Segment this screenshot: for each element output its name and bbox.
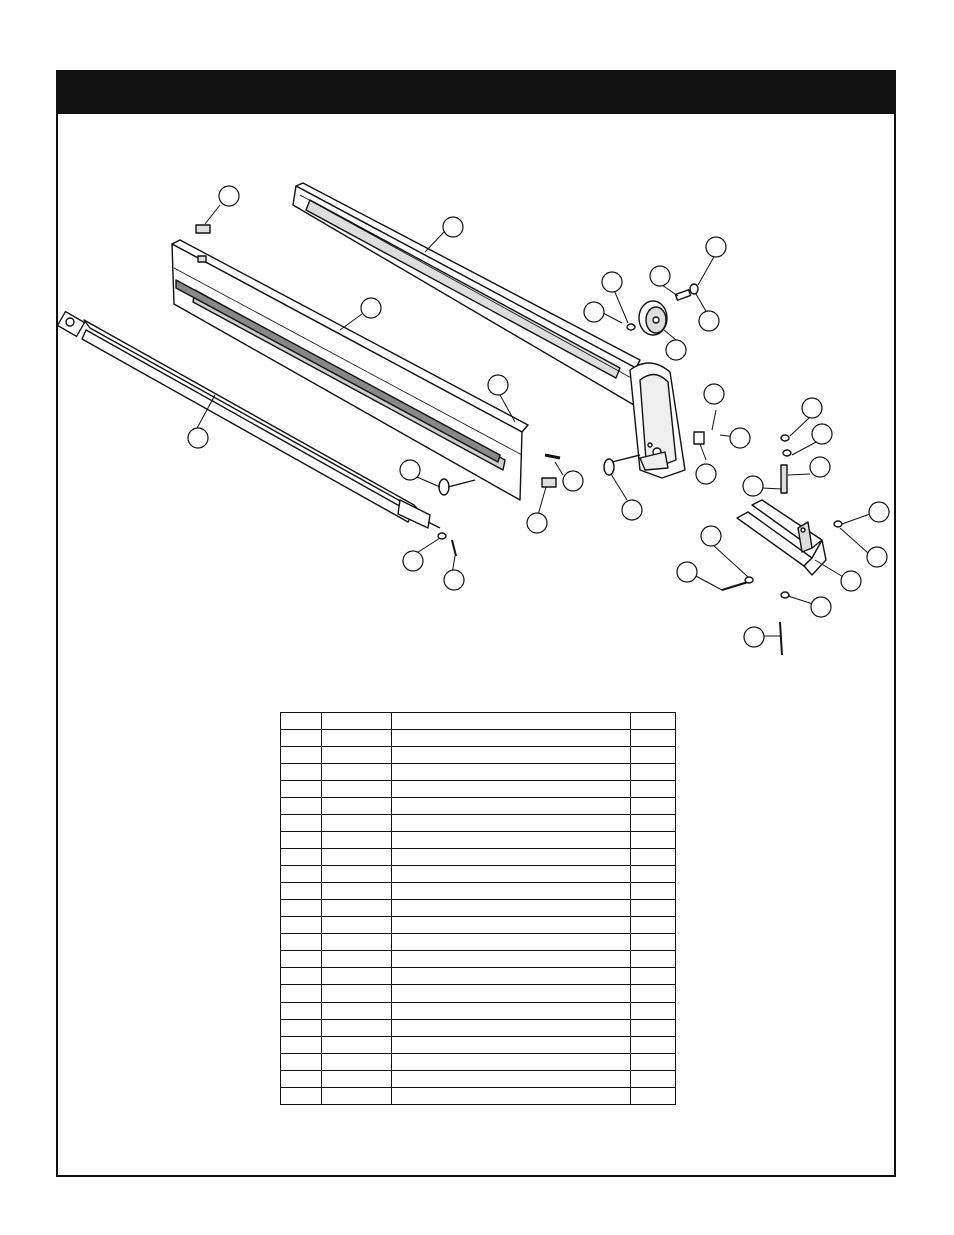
table-cell bbox=[322, 883, 392, 900]
callout-bubble bbox=[563, 471, 583, 491]
table-cell bbox=[392, 900, 631, 917]
table-cell bbox=[631, 781, 676, 798]
table-cell bbox=[631, 832, 676, 849]
callout-bubble bbox=[361, 298, 381, 318]
table-cell bbox=[392, 985, 631, 1002]
callout-bubble bbox=[584, 302, 604, 322]
callout-bubble bbox=[699, 311, 719, 331]
callout-bubble bbox=[622, 500, 642, 520]
callout-bubble bbox=[867, 547, 887, 567]
bottom-bracket bbox=[737, 500, 826, 575]
callout-bubble bbox=[400, 460, 420, 480]
callout-bubble bbox=[444, 570, 464, 590]
header-cell bbox=[281, 713, 322, 730]
table-cell bbox=[281, 1053, 322, 1070]
callout-bubble bbox=[744, 627, 764, 647]
table-cell bbox=[322, 968, 392, 985]
table-row bbox=[281, 1053, 676, 1070]
table-cell bbox=[392, 934, 631, 951]
table-row bbox=[281, 747, 676, 764]
table-cell bbox=[392, 781, 631, 798]
callout-bubble bbox=[403, 551, 423, 571]
table-row bbox=[281, 781, 676, 798]
table-cell bbox=[631, 1002, 676, 1019]
table-row bbox=[281, 917, 676, 934]
table-cell bbox=[281, 815, 322, 832]
table-cell bbox=[631, 730, 676, 747]
table-cell bbox=[392, 968, 631, 985]
table-cell bbox=[392, 866, 631, 883]
table-cell bbox=[392, 951, 631, 968]
table-cell bbox=[392, 1002, 631, 1019]
callout-bubble bbox=[743, 476, 763, 496]
table-cell bbox=[392, 730, 631, 747]
table-cell bbox=[281, 883, 322, 900]
callout-bubble bbox=[841, 571, 861, 591]
table-cell bbox=[322, 1002, 392, 1019]
table-cell bbox=[392, 764, 631, 781]
table-cell bbox=[392, 1087, 631, 1104]
table-cell bbox=[281, 917, 322, 934]
table-cell bbox=[631, 1036, 676, 1053]
table-cell bbox=[281, 985, 322, 1002]
pulley-wheel bbox=[639, 301, 667, 335]
table-cell bbox=[281, 1002, 322, 1019]
table-row bbox=[281, 1070, 676, 1087]
table-cell bbox=[392, 849, 631, 866]
table-row bbox=[281, 883, 676, 900]
callout-bubble bbox=[696, 464, 716, 484]
table-cell bbox=[392, 1053, 631, 1070]
table-cell bbox=[631, 866, 676, 883]
table-cell bbox=[392, 1070, 631, 1087]
table-cell bbox=[281, 900, 322, 917]
table-row bbox=[281, 1087, 676, 1104]
table-row bbox=[281, 934, 676, 951]
table-cell bbox=[281, 1019, 322, 1036]
table-cell bbox=[322, 730, 392, 747]
table-cell bbox=[631, 849, 676, 866]
table-cell bbox=[631, 934, 676, 951]
table-cell bbox=[631, 951, 676, 968]
table-cell bbox=[281, 866, 322, 883]
callout-bubble bbox=[701, 526, 721, 546]
table-row bbox=[281, 1002, 676, 1019]
table-cell bbox=[281, 849, 322, 866]
table-cell bbox=[322, 781, 392, 798]
callout-bubble bbox=[812, 424, 832, 444]
callout-bubble bbox=[677, 562, 697, 582]
callout-bubble bbox=[650, 266, 670, 286]
callout-bubble bbox=[666, 340, 686, 360]
table-cell bbox=[631, 764, 676, 781]
table-cell bbox=[631, 815, 676, 832]
callout-bubble bbox=[188, 428, 208, 448]
table-cell bbox=[322, 934, 392, 951]
table-cell bbox=[322, 1053, 392, 1070]
table-row bbox=[281, 951, 676, 968]
table-cell bbox=[281, 781, 322, 798]
table-cell bbox=[631, 1019, 676, 1036]
callout-bubble bbox=[730, 428, 750, 448]
table-cell bbox=[322, 832, 392, 849]
table-cell bbox=[392, 832, 631, 849]
table-cell bbox=[322, 1087, 392, 1104]
table-cell bbox=[631, 1087, 676, 1104]
table-row bbox=[281, 832, 676, 849]
callout-bubble bbox=[443, 217, 463, 237]
table-row bbox=[281, 764, 676, 781]
table-row bbox=[281, 849, 676, 866]
callout-bubble bbox=[704, 384, 724, 404]
table-cell bbox=[322, 951, 392, 968]
table-row bbox=[281, 1036, 676, 1053]
table-cell bbox=[392, 917, 631, 934]
table-cell bbox=[631, 1070, 676, 1087]
table-cell bbox=[631, 1053, 676, 1070]
table-cell bbox=[281, 747, 322, 764]
table-cell bbox=[392, 798, 631, 815]
callout-bubble bbox=[802, 398, 822, 418]
table-cell bbox=[392, 747, 631, 764]
table-row bbox=[281, 798, 676, 815]
table-cell bbox=[631, 917, 676, 934]
table-row bbox=[281, 815, 676, 832]
table-cell bbox=[631, 883, 676, 900]
table-cell bbox=[281, 968, 322, 985]
table-row bbox=[281, 985, 676, 1002]
table-cell bbox=[392, 1036, 631, 1053]
table-cell bbox=[392, 815, 631, 832]
table-cell bbox=[281, 934, 322, 951]
table-cell bbox=[322, 798, 392, 815]
table-cell bbox=[322, 747, 392, 764]
table-cell bbox=[631, 985, 676, 1002]
table-cell bbox=[281, 764, 322, 781]
table-cell bbox=[631, 798, 676, 815]
table-cell bbox=[281, 730, 322, 747]
table-row bbox=[281, 866, 676, 883]
table-cell bbox=[392, 883, 631, 900]
callout-bubble bbox=[527, 513, 547, 533]
table-cell bbox=[322, 815, 392, 832]
callout-bubble bbox=[869, 502, 889, 522]
table-cell bbox=[281, 951, 322, 968]
callout-bubble bbox=[811, 597, 831, 617]
table-cell bbox=[322, 1070, 392, 1087]
table-cell bbox=[281, 832, 322, 849]
callout-bubble bbox=[810, 457, 830, 477]
parts-list-table bbox=[280, 712, 676, 1105]
table-cell bbox=[631, 968, 676, 985]
header-cell bbox=[631, 713, 676, 730]
callout-bubble bbox=[706, 237, 726, 257]
table-cell bbox=[631, 747, 676, 764]
table-cell bbox=[281, 1036, 322, 1053]
table-cell bbox=[322, 866, 392, 883]
callout-bubble bbox=[219, 186, 239, 206]
header-cell bbox=[322, 713, 392, 730]
table-cell bbox=[322, 900, 392, 917]
callout-bubble bbox=[488, 375, 508, 395]
table-row bbox=[281, 1019, 676, 1036]
table-row bbox=[281, 730, 676, 747]
table-cell bbox=[281, 798, 322, 815]
table-cell bbox=[322, 985, 392, 1002]
table-cell bbox=[392, 1019, 631, 1036]
table-cell bbox=[281, 1070, 322, 1087]
table-cell bbox=[322, 1019, 392, 1036]
callout-bubble bbox=[602, 272, 622, 292]
table-cell bbox=[322, 1036, 392, 1053]
parts-table-body bbox=[281, 730, 676, 1105]
table-row bbox=[281, 968, 676, 985]
table-cell bbox=[281, 1087, 322, 1104]
table-cell bbox=[631, 900, 676, 917]
table-cell bbox=[322, 849, 392, 866]
table-row bbox=[281, 900, 676, 917]
header-cell bbox=[392, 713, 631, 730]
table-cell bbox=[322, 917, 392, 934]
table-cell bbox=[322, 764, 392, 781]
table-header-row bbox=[281, 713, 676, 730]
